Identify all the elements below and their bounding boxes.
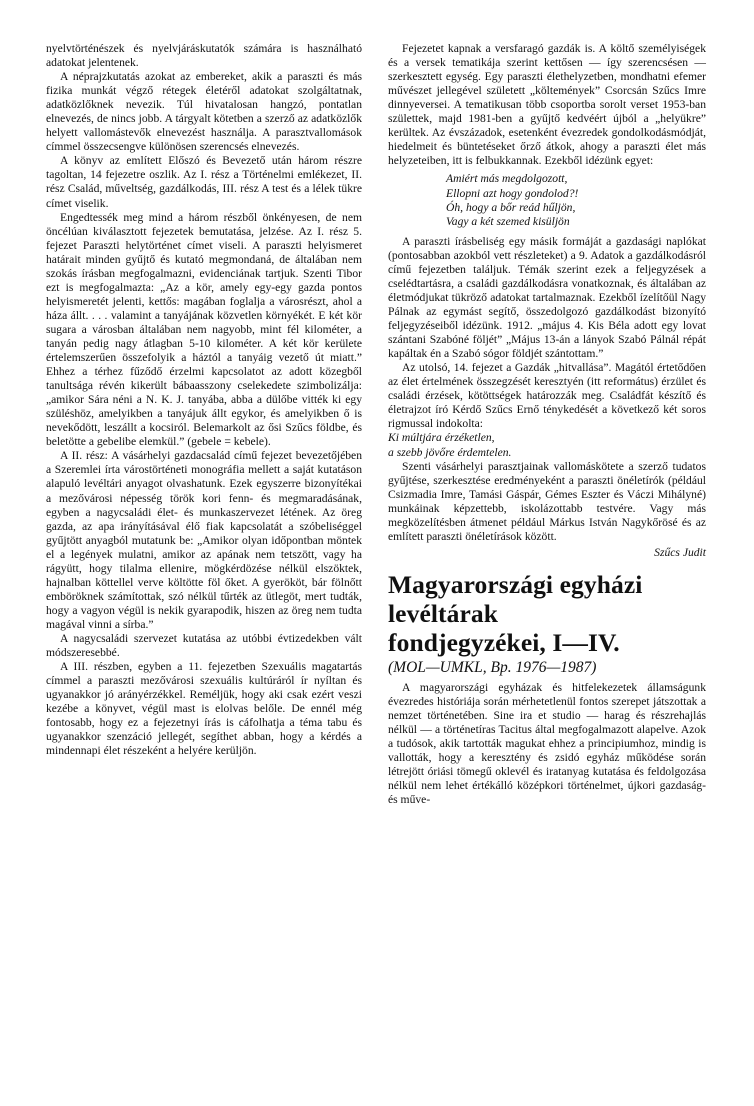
article-title-line: Magyarországi egyházi [388, 569, 643, 599]
right-column [388, 42, 706, 807]
poem-line: Óh, hogy a bőr reád hűljön, [446, 200, 576, 214]
article-subtitle: (MOL—UMKL, Bp. 1976—1987) [388, 658, 597, 676]
verse-line: a szebb jövőre érdemtelen. [388, 445, 512, 459]
left-column [46, 42, 362, 758]
poem-line: Amiért más megdolgozott, [446, 172, 568, 186]
paragraph: Engedtessék meg mind a három részből önkényesen, de nem öncélúan kiválasztott fejezetek bemutatása, jelzése. Az I. rész 5. fejezet Paraszti helytörténet címet viseli. A paraszti helyismeret határait minden gyűjtő és kutató megmondaná, de általában nem szokás írásban megfogalmazni, evidenciának tartjuk. Szenti Tibor ezt is megfogalmazta: „Az a kör, amely egy-egy gazda pontos helyismeretét jelenti, kettős: magában foglalja a városrészt, ahol a háza állt. . . . valamint a tanyájának közvetlen környékét. E két kör sugara a városban általában nem nagyobb, mint fél kilométer, a tanyán pedig nagy átlagban 5-10 kilométer. A két kör kerülete értelemszerűen összefolyik a háztól a tanyáig vezető út miatt.” Ehhez a térhez fűződő érzelmi kapcsolatot az adott közegből tanultsága révén kikerült bábaasszony cselekedete szimbolizálja: „amikor Sára néni a N. K. J. tanyába, abba a dülőbe vitték ki egy szüléshöz, amelyikben a tanyájuk állt egykor, és amelyikben ő is nevekődött, leszállt a kocsiról. Belemarkolt az ősi Szűcs földbe, és beletötte a gebelibe elemkül.” (gebele = kebele). [46, 210, 362, 449]
article-title-line: fondjegyzékei, I—IV. [388, 627, 620, 657]
poem-line: Ellopni azt hogy gondolod?! [446, 186, 579, 200]
paragraph: A nagycsaládi szervezet kutatása az utóbbi évtizedekben vált módszeresebbé. [46, 631, 362, 660]
article-title-line: levéltárak [388, 598, 499, 628]
paragraph: A II. rész: A vásárhelyi gazdacsalád című fejezet bevezetőjében a Szeremlei írta várostörténeti monográfia mellett a saját kutatáson alapuló levéltári anyagot olvashatunk. Ezek egyszerre bizonyítékai a mezővárosi népesség török kori fenn- és megmaradásának, egyben a nagycsaládi élet- és munkaszervezet létének. Az öreg gazda, az apa irányításával élő fiak kapcsolatát a szóbeliséggel gyűjtött anyagból mutatunk be: „Amikor olyan időpontban möntek el a legények mulatni, amikor az apának nem tetszött, vagy ha rágyütt, hogy tilalma ellenire, mögkérdözése nélkül elszöktek, hajnalban köttellel verve költötte föl őket. A gyerököt, bár fölnőtt emböröknek számítottak, szó nélkül tűrték az ütlegöt, mert tudták, hogy a vagyon végül is nekik gyarapodik, hiszen az öreg nem tudta magával vinni a sírba.” [46, 449, 362, 631]
paragraph: A néprajzkutatás azokat az embereket, akik a paraszti és más fizika munkát végző rétegek életéről adatokat szolgáltatnak, adatközlőknek nevezik. Túl hivatalosan hangzó, pontatlan elnevezés, de nincs jobb. A tárgyalt kötetben a szerző az adatközlők helyett vallomástevők elnevezést használja. A parasztvallomások címmel összecsengve különösen szerencsés elnevezés. [46, 70, 362, 154]
paragraph: Az utolsó, 14. fejezet a Gazdák „hitvallása”. Magától értetődően az élet értelmének összegzését keresztyén (itt református) érzület és családi érzések, kötöttségek határozzák meg. Családfát készítő és életrajzot író Kérdő Szűcs Ernő ténykedését a következő két soros rigmussal indokolta: [388, 361, 706, 431]
paragraph: A könyv az említett Előszó és Bevezető után három részre tagoltan, 14 fejezetre oszlik. Az I. rész a Történelmi emlékezet, II. rész Család, műveltség, gazdálkodás, III. rész A test és a lélek tükre címet viselik. [46, 154, 362, 210]
author-signature: Szűcs Judit [654, 545, 706, 559]
poem-quote [388, 172, 706, 228]
paragraph: Fejezetet kapnak a versfaragó gazdák is. A költő személyiségek és a versek tematikája szerint kettősen — így szerencsésen — szerkesztett egység. Egy paraszti élethelyzetben, mondhatni efemer művészet jellegével született „költemények” Csorcsán Szűcs Imre dinnyeversei. A tematikusan több csoportba sorolt verset 1953-ban születtek, majd 1981-ben a gyűjtő kedvéért újból a „helyükre” kerültek. Az évszázadok, esetenként évezredek gondolkodásmódját, hiedelmeit és büntetéseket őrző átkok, ahogy a paraszti élet más helyzeteiben, itt is felbukkannak. Ezekből idézünk egyet: [388, 42, 706, 168]
poem-line: Vagy a két szemed kisüljön [446, 214, 570, 228]
article-body: A magyarországi egyházak és hitfelekezetek államságunk évezredes históriája során mérhetetlenül fontos szerepet játszottak a nemzet történetében. Sine ira et studio — harag és részrehajlás nélkül — a történetíras Tacitus által megfogalmazott alapelve. Azok a tudósok, akik tartották magukat ehhez a principiumhoz, mindig is vallották, hogy a keresztény és zsidó egyház működése során létrejött óriási tömegű oklevél és iratanyag kutatása és feldolgozása nélkül nem lehet értékálló középkori történelmet, újkori gazdaság- és műve- [388, 680, 706, 807]
article-title [388, 570, 706, 657]
paragraph: A paraszti írásbeliség egy másik formáját a gazdasági naplókat (pontosabban azokból vett részleteket) a 9. Adatok a gazdálkodásról című fejezetben találjuk. Témák szerint ezek a feljegyzések a cselédtartásra, a családi gazdálkodásra vonatkoznak, és általában az életmódjukat tükröző adatokat tartalmaznak. Ezekből ízelítőül Nagy Pálnak az egymást segítő, összedolgozó gazdálkodást bizonyító feljegyzéseiből idézünk. 1912. „május 4. Kis Béla adott egy lovat szántani Szabóné följét” „Május 13-án a lányok Szabó Pálnál répát kapáltak én a Szabó sógor földjét szántottam.” [388, 234, 706, 361]
paragraph: nyelvtörténészek és nyelvjáráskutatók számára is használható adatokat jelentenek. [46, 42, 362, 70]
verse-line: Ki múltjára érzéketlen, [388, 431, 495, 445]
paragraph: A III. részben, egyben a 11. fejezetben Szexuális magatartás címmel a paraszti mezővárosi szexuális kultúráról ír nyíltan és ugyanakkor jó arányérzékkel. Reméljük, hogy aki csak ezért veszi kezébe a könyvet, végül mast is elolvas belőle. De ennél még fontosabb, hogy ez a fejezetnyi írás is cáfolhatja a téma tabu és ugyanakkor szenzáció jellegét, segíthet abban, hogy a kérdés a mindennapi élet részeként a helyére kerüljön. [46, 660, 362, 758]
paragraph: Szenti vásárhelyi parasztjainak vallomáskötete a szerző tudatos gyűjtése, szerkesztése eredményeként a paraszti önéletírók (például Csizmadia Imre, Tamási Gáspár, Gémes Eszter és Váczi Mihályné) munkáinak képzettebb, iskolázottabb testvére. Vagy más megközelítésben átmenet például Márkus István Nagykőrösé és az említett paraszti önéletírások között. [388, 459, 706, 543]
verse-quote [388, 431, 706, 459]
